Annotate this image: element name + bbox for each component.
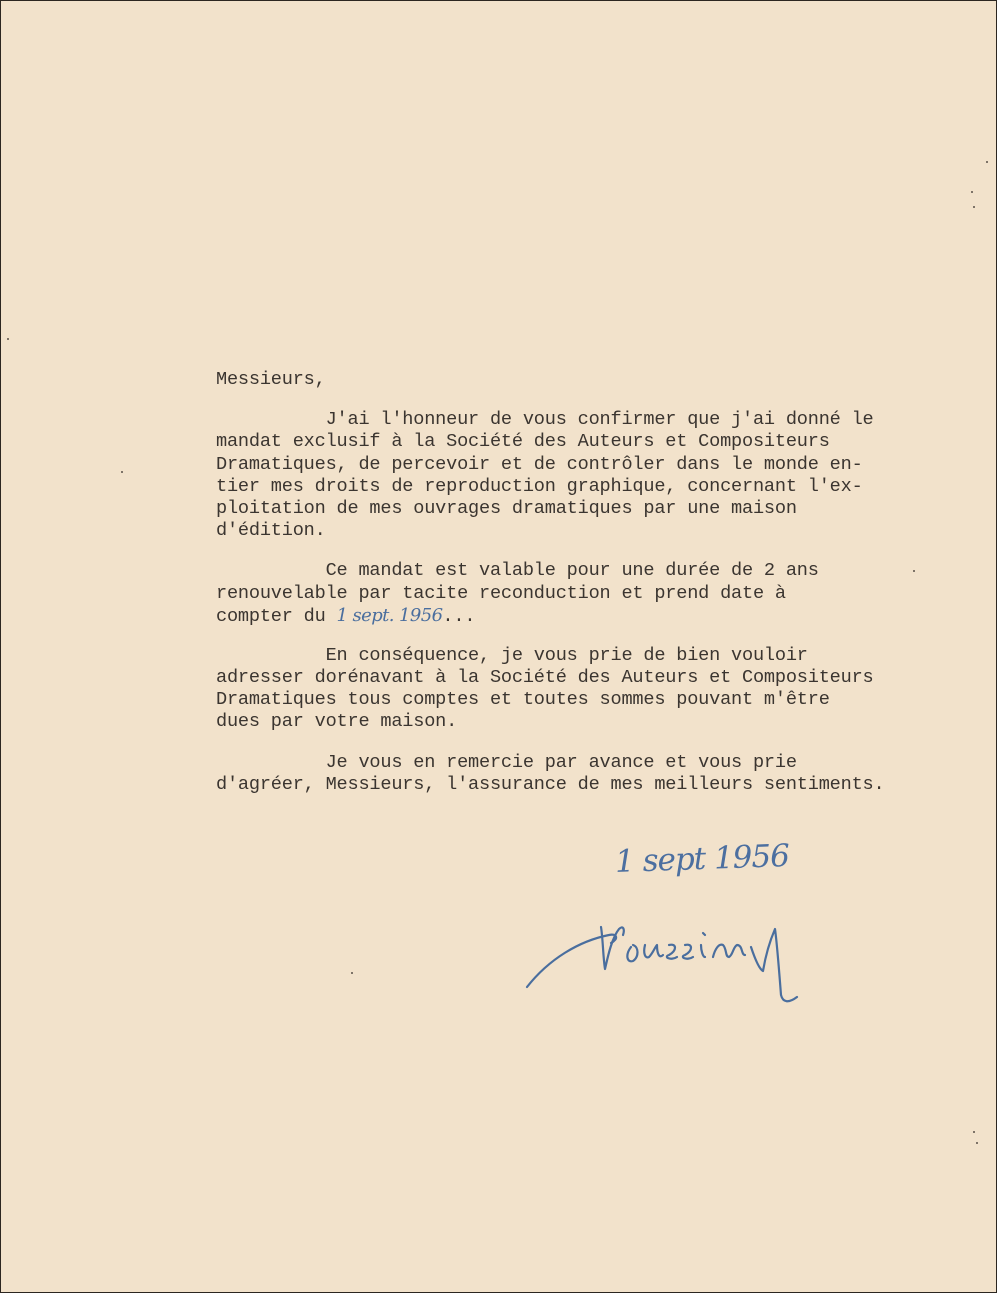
handwritten-inline-date: 1 sept. 1956 bbox=[336, 604, 443, 626]
paragraph-closing bbox=[216, 752, 986, 796]
text-fragment: ... bbox=[442, 605, 476, 627]
text-line: d'édition. bbox=[216, 520, 326, 542]
text-line: mandat exclusif à la Société des Auteurs et Compositeurs bbox=[216, 431, 830, 453]
text-line: Dramatiques, de percevoir et de contrôler dans le monde en- bbox=[216, 453, 863, 475]
paper-speck bbox=[913, 570, 915, 572]
text-line: renouvelable par tacite reconduction et prend date à bbox=[216, 582, 786, 604]
paper-speck bbox=[986, 161, 988, 163]
text-line: Je vous en remercie par avance et vous prie bbox=[216, 751, 797, 773]
paper-speck bbox=[973, 1131, 975, 1133]
text-line-with-date bbox=[216, 605, 986, 627]
paper-speck bbox=[121, 471, 123, 473]
signature-image bbox=[519, 899, 819, 1009]
text-line: d'agréer, Messieurs, l'assurance de mes meilleurs sentiments. bbox=[216, 773, 885, 795]
text-line: dues par votre maison. bbox=[216, 711, 458, 733]
paper-speck bbox=[351, 972, 353, 974]
paper-speck bbox=[971, 191, 973, 193]
salutation: Messieurs, bbox=[216, 369, 326, 390]
paragraph-mandate bbox=[216, 409, 986, 542]
paper-speck bbox=[7, 338, 9, 340]
paper-speck bbox=[973, 206, 975, 208]
text-fragment: compter du bbox=[216, 605, 337, 627]
text-line: ploitation de mes ouvrages dramatiques par une maison bbox=[216, 497, 797, 519]
handwritten-date: 1 sept 1956 bbox=[614, 837, 790, 881]
paragraph-duration bbox=[216, 560, 986, 627]
letter-body bbox=[216, 369, 986, 796]
text-line: Dramatiques tous comptes et toutes sommes pouvant m'être bbox=[216, 689, 830, 711]
paragraph-consequence bbox=[216, 645, 986, 734]
text-line: J'ai l'honneur de vous confirmer que j'ai donné le bbox=[216, 409, 874, 431]
paper-speck bbox=[976, 1142, 978, 1144]
text-line: adresser dorénavant à la Société des Auteurs et Compositeurs bbox=[216, 667, 874, 689]
text-line: tier mes droits de reproduction graphique, concernant l'ex- bbox=[216, 475, 863, 497]
text-line: En conséquence, je vous prie de bien vouloir bbox=[216, 644, 808, 666]
text-line: Ce mandat est valable pour une durée de 2 ans bbox=[216, 560, 819, 582]
